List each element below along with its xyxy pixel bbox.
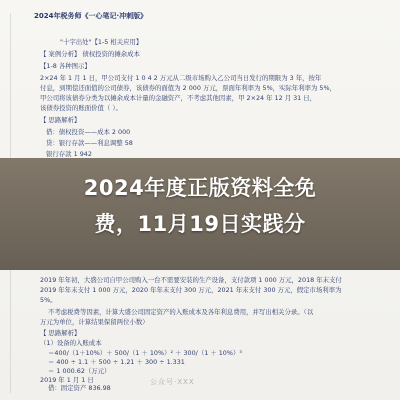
text-line: 2019 年年初，大盛公司自甲公司购入一台不需要安装的生产设备，支付款项 1 000 万元，2018 年末支付 [40,276,342,284]
text-line: 【 思路解析】 [40,329,81,337]
text-line: 贷：银行存款——利息调整 58 [46,139,133,147]
text-line: 借：固定资产 836.98 [48,384,111,392]
banner-title-line-2: 费，11月19日实践分 [94,212,306,236]
text-line: 2×24 年 1 月 1 日，甲公司支付 1 0 4 2 万元从二级市场购入乙公司当日发行的期限为 3 年，按年 [40,74,322,82]
text-line: 甲公司将该债券分类为以摊余成本计量的金融资产，不考虑其他因素，甲 2×24 年 12 月 31 日， [40,94,317,102]
text-line: ＝ 400 ÷ 1.1 ＋ 500 ÷ 1.21 ＋ 300 ÷ 1.331 [48,358,185,366]
text-line: ＝400/（1＋10%）＋ 500/（1 ＋ 10%）² ＋ 300/（1 ＋ 10%）³ [48,349,242,357]
text-line: 该债券投资的账面价值（ ）。 [40,104,122,112]
text-line: 2019 年年末支付 1 000 万元，2020 年年末支付 300 万元，2021 年末支付 300 万元，假定市场利率为 [40,286,342,294]
text-line: 2019 年 1 月 1 日 [40,376,94,384]
text-line: 付息，到期偿还面值的公司债券，该债券的面值为 2 000 万元，票面年利率为 5%，实际年利率为 5%， [40,84,336,92]
text-line: 5%。 [40,296,57,304]
promo-banner [0,158,400,270]
text-line: 【1-8 各种图示】 [40,62,91,70]
text-line: （1）设备的入账成本 [40,339,102,347]
text-line: 银行存款 1 942 [46,150,92,158]
banner-title-line-1: 2024年度正版资料全免 [83,176,317,200]
text-line: 借：债权投资——成本 2 000 [46,128,131,136]
text-line: 不考虑税费等因素，计算大盛公司固定资产的入账成本及各年利息费用，并写出相关分录。（以 [48,308,314,316]
watermark: 公众号·XXX [150,378,195,386]
text-line: 万元为单位，计算结果保留两位小数） [40,318,149,326]
text-line: ＝ 1 000.62（万元） [48,367,111,375]
document-header: 2024年税务师《一心笔记·冲刺版》 [34,12,148,20]
text-line: 【 思路解析】 [40,116,81,124]
text-line: "十字出处"【1-5 相关应用】 [60,38,143,46]
text-line: 【 案例分析】 债权投资的摊余成本 [40,50,140,58]
